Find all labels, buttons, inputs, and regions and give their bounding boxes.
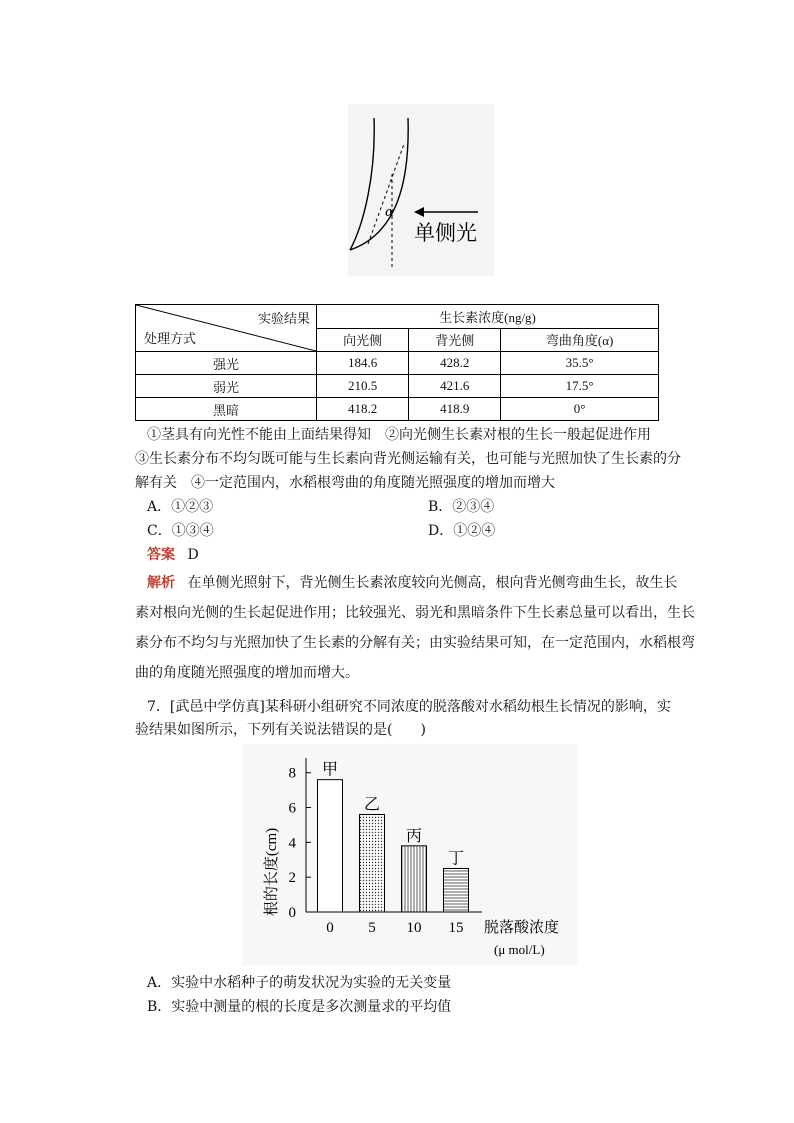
header-method: 处理方式 — [144, 331, 197, 346]
option-d: D．①②④ — [428, 523, 496, 539]
cell: 418.9 — [409, 398, 501, 421]
analysis-line: 素对根向光侧的生长起促进作用；比较强光、弱光和黑暗条件下生长素总量可以看出，生长 — [135, 605, 695, 621]
statement-line: ①茎具有向光性不能由上面结果得知 ②向光侧生长素对根的生长一般起促进作用 — [147, 427, 651, 443]
analysis-line: 素分布不均匀与光照加快了生长素的分解有关；由实验结果可知，在一定范围内，水稻根弯 — [135, 635, 695, 651]
x-tick-label: 15 — [448, 920, 464, 936]
col-label: 弯曲角度(α) — [501, 328, 659, 352]
y-tick-label: 2 — [288, 870, 296, 887]
row-name: 黑暗 — [136, 398, 317, 421]
row-name: 强光 — [136, 352, 317, 375]
option-c: C．①③④ — [147, 523, 214, 539]
option-a: A．①②③ — [147, 499, 214, 515]
header-result: 实验结果 — [257, 311, 310, 326]
x-tick-label: 10 — [406, 920, 422, 936]
angle-label: α — [385, 205, 394, 220]
cell: 418.2 — [317, 398, 409, 421]
results-table — [135, 304, 659, 421]
y-axis-label: 根的长度(cm) — [264, 827, 280, 917]
cell: 17.5° — [501, 375, 659, 398]
analysis-line: 曲的角度随光照强度的增加而增大。 — [135, 665, 359, 681]
y-tick-label: 0 — [288, 905, 296, 921]
bar — [318, 780, 343, 912]
bar-label: 丁 — [447, 850, 465, 868]
y-tick-label: 4 — [288, 835, 296, 852]
answer-line — [147, 545, 199, 565]
statement-line: 解有关 ④一定范围内，水稻根弯曲的角度随光照强度的增加而增大 — [135, 475, 555, 491]
abscisic-acid-bar-chart — [242, 744, 578, 966]
cell: 210.5 — [317, 375, 409, 398]
cell: 0° — [501, 398, 659, 421]
cell: 421.6 — [409, 375, 501, 398]
option-a: A．实验中水稻种子的萌发状况为实验的无关变量 — [147, 975, 452, 991]
cell: 184.6 — [317, 352, 409, 375]
bar — [444, 868, 469, 912]
row-name: 弱光 — [136, 375, 317, 398]
question-7-line: 7．[武邑中学仿真]某科研小组研究不同浓度的脱落酸对水稻幼根生长情况的影响，实 — [147, 699, 671, 715]
bar-label: 甲 — [321, 761, 339, 779]
analysis-line — [147, 573, 677, 593]
x-axis-label: 脱落酸浓度 — [484, 920, 560, 936]
table-row — [136, 398, 659, 421]
light-label: 单侧光 — [414, 221, 477, 245]
col-label: 向光侧 — [317, 328, 409, 352]
statement-line: ③生长素分布不均匀既可能与生长素向背光侧运输有关，也可能与光照加快了生长素的分 — [135, 451, 681, 467]
bar — [402, 846, 427, 912]
cell: 35.5° — [501, 352, 659, 375]
bar — [360, 814, 385, 912]
question-7-line: 验结果如图所示，下列有关说法错误的是( ) — [135, 722, 426, 738]
x-tick-label: 5 — [368, 920, 376, 936]
analysis-text: 在单侧光照射下，背光侧生长素浓度较向光侧高，根向背光侧弯曲生长，故生长 — [187, 575, 678, 591]
y-tick-label: 6 — [288, 800, 296, 817]
header-conc: 生长素浓度(ng/g) — [317, 305, 659, 329]
table-row — [136, 375, 659, 398]
cell: 428.2 — [409, 352, 501, 375]
analysis-label: 解析 — [147, 575, 175, 591]
root-bending-figure — [348, 104, 494, 276]
table-row — [136, 352, 659, 375]
answer-label: 答案 — [147, 547, 175, 563]
option-b: B．实验中测量的根的长度是多次测量求的平均值 — [147, 999, 452, 1015]
y-tick-label: 8 — [288, 765, 296, 782]
header-diagonal-cell — [136, 305, 317, 352]
x-tick-label: 0 — [326, 920, 334, 936]
col-label: 背光侧 — [409, 328, 501, 352]
bar-label: 丙 — [405, 827, 423, 845]
x-axis-unit: (μ mol/L) — [494, 942, 545, 957]
bar-label: 乙 — [363, 796, 381, 814]
option-b: B．②③④ — [428, 499, 495, 515]
answer-value: D — [187, 547, 199, 563]
